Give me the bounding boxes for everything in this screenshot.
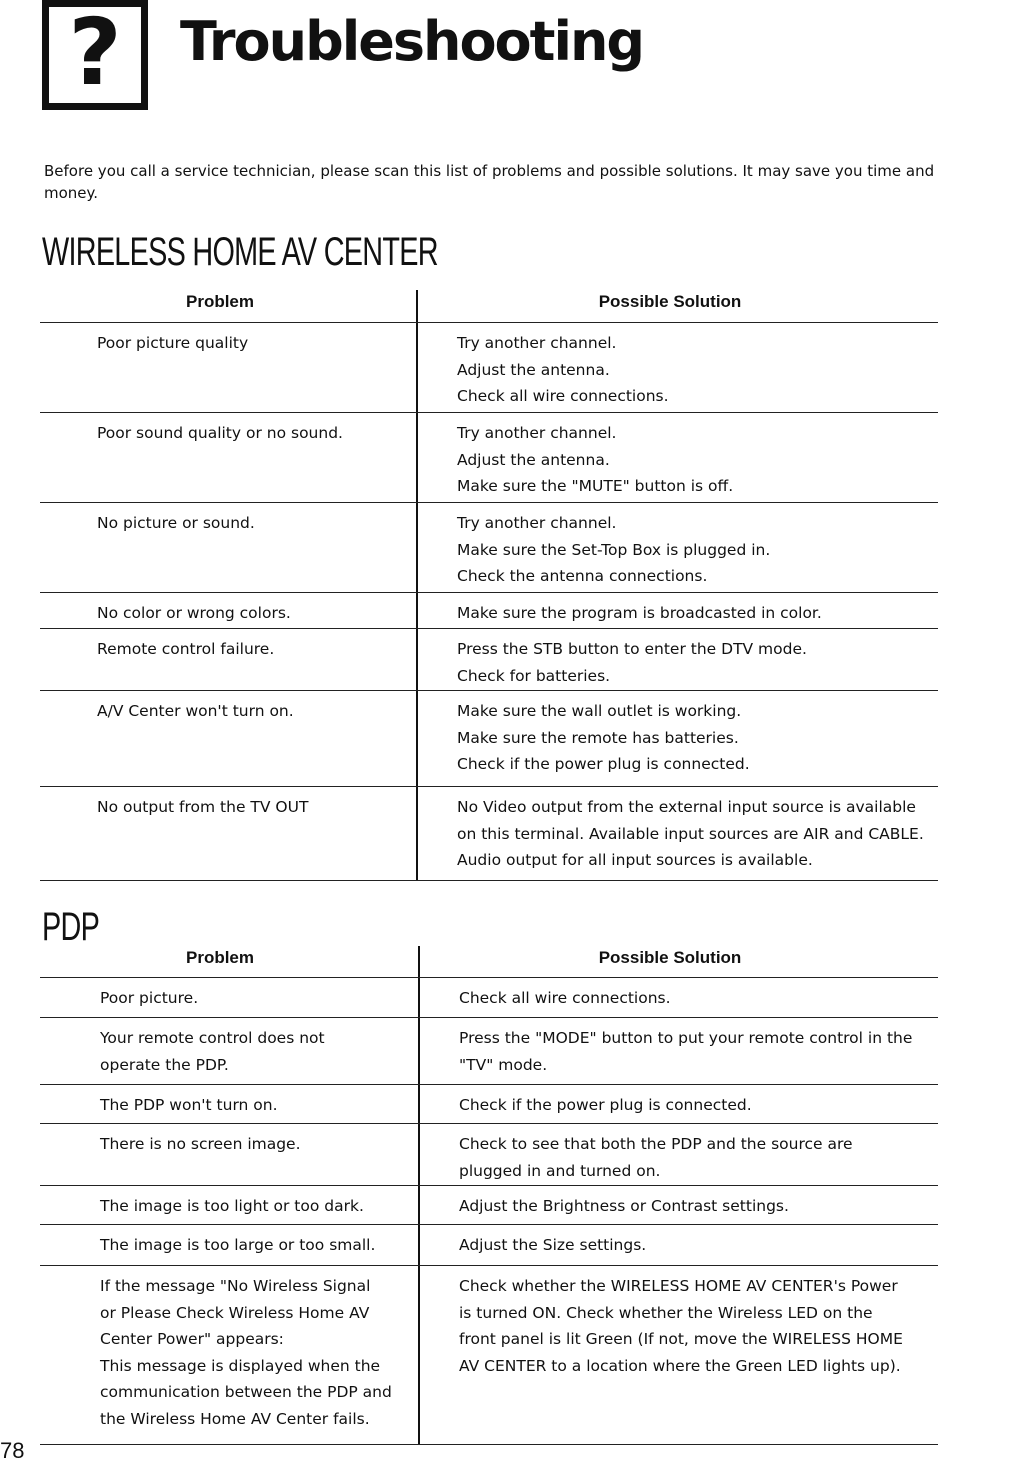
problem-text: the Wireless Home AV Center fails.	[100, 1409, 370, 1428]
problem-text: Poor picture quality	[97, 334, 249, 352]
section-title-wireless: WIRELESS HOME AV CENTER	[42, 230, 438, 274]
solution-text: front panel is lit Green (If not, move the WIRELESS HOME	[459, 1330, 903, 1348]
problem-text: Poor sound quality or no sound.	[97, 424, 343, 442]
solution-text: AV CENTER to a location where the Green LED lights up).	[459, 1356, 901, 1375]
problem-cell	[97, 794, 308, 821]
problem-text: This message is displayed when the	[100, 1356, 381, 1375]
table-row	[40, 592, 938, 622]
solution-text: Audio output for all input sources is available.	[457, 851, 813, 869]
problem-text: The PDP won't turn on.	[100, 1096, 278, 1114]
solution-text: Try another channel.	[457, 424, 617, 442]
solution-text: Check all wire connections.	[459, 989, 671, 1007]
table-row	[40, 1185, 938, 1215]
problem-text: The image is too light or too dark.	[100, 1197, 364, 1215]
solution-text: No Video output from the external input source is available	[457, 798, 916, 816]
column-header-problem: Problem	[185, 292, 255, 311]
problem-text: Center Power" appears:	[100, 1330, 284, 1348]
problem-text: Remote control failure.	[97, 640, 275, 658]
problem-text: There is no screen image.	[100, 1135, 301, 1153]
problem-text: operate the PDP.	[100, 1055, 229, 1074]
column-header-solution: Possible Solution	[598, 292, 742, 311]
problem-text: A/V Center won't turn on.	[97, 702, 294, 720]
column-header-problem: Problem	[185, 948, 255, 967]
problem-text: communication between the PDP and	[100, 1383, 392, 1401]
table-row	[40, 322, 938, 405]
problem-cell	[97, 636, 274, 663]
table-row	[40, 690, 938, 773]
solution-text: plugged in and turned on.	[459, 1161, 661, 1180]
problem-cell	[100, 1232, 375, 1259]
solution-text: "TV" mode.	[459, 1055, 548, 1074]
section-title-pdp: PDP	[42, 905, 100, 949]
solution-cell	[459, 1193, 789, 1220]
solution-text: Try another channel.	[457, 514, 617, 532]
column-header-solution: Possible Solution	[598, 948, 742, 967]
problem-text: No output from the TV OUT	[97, 798, 309, 816]
solution-text: Adjust the antenna.	[457, 360, 610, 379]
solution-cell	[457, 636, 807, 689]
problem-cell	[100, 985, 198, 1012]
problem-text: The image is too large or too small.	[100, 1236, 376, 1254]
solution-cell	[457, 600, 822, 627]
solution-cell	[459, 1092, 752, 1119]
solution-text: Make sure the Set-Top Box is plugged in.	[457, 540, 771, 559]
problem-cell	[97, 330, 248, 357]
question-mark-icon	[42, 0, 148, 110]
column-divider	[416, 290, 418, 880]
solution-text: Check all wire connections.	[457, 387, 669, 405]
table-row	[40, 786, 938, 869]
solution-cell	[459, 985, 671, 1012]
problem-cell	[97, 600, 291, 627]
solution-cell	[457, 698, 750, 778]
solution-text: Check for batteries.	[457, 666, 611, 685]
intro-text: Before you call a service technician, please scan this list of problems and possible solutions. It may save you time and money.	[44, 162, 935, 202]
solution-cell	[459, 1131, 853, 1184]
solution-text: Adjust the Size settings.	[459, 1236, 647, 1254]
solution-cell	[457, 794, 924, 874]
solution-text: Make sure the "MUTE" button is off.	[457, 477, 734, 495]
problem-cell	[97, 420, 343, 447]
problem-cell	[100, 1193, 364, 1220]
question-mark-glyph: ?	[68, 0, 122, 106]
solution-text: is turned ON. Check whether the Wireless LED on the	[459, 1303, 873, 1322]
problem-cell	[100, 1131, 301, 1158]
pdp-troubleshooting-table	[40, 946, 938, 1446]
problem-text: No picture or sound.	[97, 514, 255, 532]
problem-cell	[100, 1025, 325, 1078]
solution-text: Check to see that both the PDP and the source are	[459, 1135, 853, 1153]
solution-text: Make sure the remote has batteries.	[457, 728, 739, 747]
solution-text: Try another channel.	[457, 334, 617, 352]
solution-text: Make sure the wall outlet is working.	[457, 702, 742, 720]
problem-text: Your remote control does not	[100, 1029, 325, 1047]
problem-text: Poor picture.	[100, 989, 199, 1007]
table-row	[40, 977, 938, 1007]
problem-text: or Please Check Wireless Home AV	[100, 1303, 370, 1322]
table-row	[40, 1224, 938, 1254]
solution-cell	[459, 1273, 903, 1379]
table-row	[40, 1017, 938, 1074]
solution-text: Check if the power plug is connected.	[459, 1096, 752, 1114]
problem-cell	[100, 1273, 392, 1432]
table-row	[40, 1084, 938, 1114]
problem-cell	[100, 1092, 278, 1119]
table-row	[40, 1265, 938, 1428]
problem-text: No color or wrong colors.	[97, 604, 291, 622]
solution-text: Adjust the antenna.	[457, 450, 610, 469]
solution-cell	[459, 1232, 646, 1259]
solution-text: Adjust the Brightness or Contrast settings.	[459, 1197, 789, 1215]
table-bottom-rule	[40, 880, 938, 881]
solution-cell	[457, 420, 733, 500]
solution-cell	[457, 510, 770, 590]
problem-text: If the message "No Wireless Signal	[100, 1277, 371, 1295]
table-bottom-rule	[40, 1444, 938, 1445]
solution-text: on this terminal. Available input sources are AIR and CABLE.	[457, 824, 924, 843]
problem-cell	[97, 510, 255, 537]
solution-text: Check whether the WIRELESS HOME AV CENTER's Power	[459, 1277, 898, 1295]
table-row	[40, 502, 938, 585]
problem-cell	[97, 698, 294, 725]
wireless-troubleshooting-table	[40, 290, 938, 880]
solution-text: Check the antenna connections.	[457, 567, 708, 585]
solution-text: Make sure the program is broadcasted in color.	[457, 604, 822, 622]
solution-cell	[457, 330, 669, 410]
solution-text: Check if the power plug is connected.	[457, 755, 750, 773]
solution-text: Press the STB button to enter the DTV mode.	[457, 640, 807, 658]
solution-text: Press the "MODE" button to put your remote control in the	[459, 1029, 913, 1047]
column-divider	[418, 946, 420, 1444]
solution-cell	[459, 1025, 912, 1078]
page-number: 78	[0, 1438, 25, 1463]
table-row	[40, 628, 938, 685]
table-row	[40, 1123, 938, 1180]
table-row	[40, 412, 938, 495]
page-title: Troubleshooting	[180, 10, 644, 73]
